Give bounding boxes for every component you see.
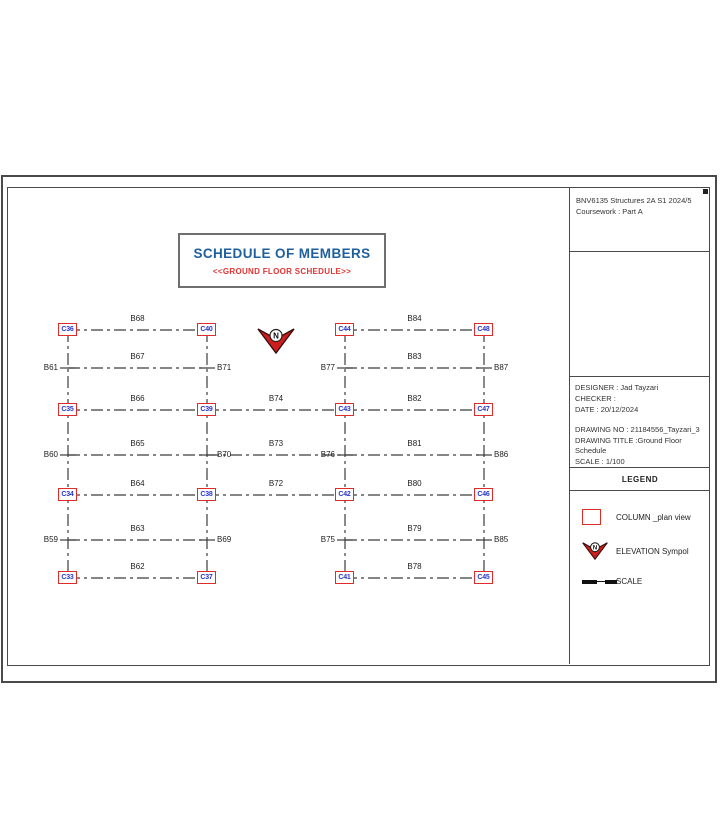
beam-label: B73 bbox=[268, 439, 284, 448]
drawing-title-box bbox=[178, 233, 386, 288]
beam-label: B83 bbox=[407, 352, 422, 361]
column-marker: C43 bbox=[335, 403, 354, 416]
legend-item-scale bbox=[582, 577, 710, 586]
legend-item-elevation bbox=[582, 542, 710, 560]
column-marker: C37 bbox=[197, 571, 216, 584]
beam-label: B74 bbox=[268, 394, 284, 403]
beam-label: B69 bbox=[217, 535, 232, 544]
svg-text:N: N bbox=[592, 544, 598, 552]
beam-label: B72 bbox=[268, 479, 284, 488]
beam-label: B87 bbox=[494, 363, 509, 372]
beam-label: B59 bbox=[43, 535, 58, 544]
beam-label: B82 bbox=[407, 394, 422, 403]
scale-bar-icon bbox=[582, 580, 616, 584]
beam-label: B75 bbox=[320, 535, 335, 544]
legend-item-column bbox=[582, 509, 710, 525]
column-marker: C35 bbox=[58, 403, 77, 416]
north-letter: N bbox=[273, 331, 279, 341]
legend-section bbox=[570, 491, 710, 681]
page-title: SCHEDULE OF MEMBERS bbox=[193, 245, 371, 261]
column-marker: C40 bbox=[197, 323, 216, 336]
beam-label: B66 bbox=[130, 394, 145, 403]
column-marker: C33 bbox=[58, 571, 77, 584]
checker-field: CHECKER : bbox=[575, 393, 616, 403]
column-marker: C41 bbox=[335, 571, 354, 584]
page-subtitle: <<GROUND FLOOR SCHEDULE>> bbox=[212, 266, 352, 276]
column-marker: C48 bbox=[474, 323, 493, 336]
beam-label: B78 bbox=[407, 562, 422, 571]
beam-label: B68 bbox=[130, 314, 145, 323]
empty-section bbox=[570, 252, 710, 377]
drawing-no-field: DRAWING NO : 21184556_Tayzari_3 bbox=[575, 424, 700, 434]
beam-label: B61 bbox=[43, 363, 58, 372]
title-block bbox=[569, 188, 710, 664]
drawing-title-field: DRAWING TITLE :Ground Floor Schedule bbox=[575, 435, 682, 456]
date-field: DATE : 20/12/2024 bbox=[575, 404, 639, 414]
beam-label: B77 bbox=[320, 363, 335, 372]
legend-label-elevation: ELEVATION Sympol bbox=[616, 546, 689, 556]
column-marker: C45 bbox=[474, 571, 493, 584]
elevation-symbol-icon bbox=[582, 542, 616, 560]
beam-label: B65 bbox=[130, 439, 145, 448]
beam-label: B81 bbox=[407, 439, 422, 448]
column-marker: C38 bbox=[197, 488, 216, 501]
legend-header: LEGEND bbox=[570, 468, 710, 491]
course-line2: Coursework : Part A bbox=[576, 207, 643, 217]
beam-label: B86 bbox=[494, 450, 509, 459]
column-marker: C47 bbox=[474, 403, 493, 416]
column-marker: C36 bbox=[58, 323, 77, 336]
beam-label: B67 bbox=[130, 352, 145, 361]
legend-label-column: COLUMN _plan view bbox=[616, 512, 691, 522]
column-marker: C44 bbox=[335, 323, 354, 336]
column-marker: C46 bbox=[474, 488, 493, 501]
drawing-info-section bbox=[570, 377, 710, 468]
beam-label: B71 bbox=[217, 363, 232, 372]
beam-label: B80 bbox=[407, 479, 422, 488]
beam-label: B79 bbox=[407, 524, 422, 533]
course-info-section bbox=[570, 188, 710, 252]
beam-label: B64 bbox=[130, 479, 145, 488]
designer-field: DESIGNER : Jad Tayzari bbox=[575, 383, 659, 392]
course-line1: BNV6135 Structures 2A S1 2024/5 bbox=[576, 196, 692, 205]
column-marker: C42 bbox=[335, 488, 354, 501]
beam-label: B63 bbox=[130, 524, 145, 533]
legend-label-scale: SCALE bbox=[616, 577, 643, 586]
column-plan-icon bbox=[582, 509, 616, 525]
beam-label: B70 bbox=[217, 450, 232, 459]
corner-marker bbox=[703, 189, 708, 194]
beam-label: B62 bbox=[130, 562, 145, 571]
beam-label: B85 bbox=[494, 535, 509, 544]
beam-label: B76 bbox=[320, 450, 335, 459]
column-marker: C34 bbox=[58, 488, 77, 501]
beam-label: B60 bbox=[43, 450, 58, 459]
scale-field: SCALE : 1/100 bbox=[575, 457, 625, 467]
elevation-north-symbol bbox=[257, 328, 295, 359]
column-marker: C39 bbox=[197, 403, 216, 416]
beam-label: B84 bbox=[407, 314, 422, 323]
